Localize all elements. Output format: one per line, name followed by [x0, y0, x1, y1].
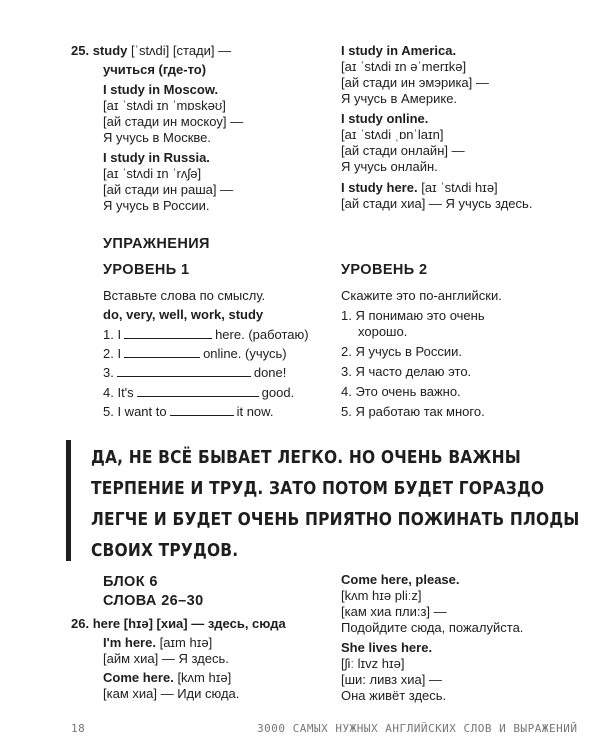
translation-item: хорошо. [358, 324, 408, 339]
exercise-item-2: 2. I online. (учусь) [103, 346, 287, 361]
example-ipa: [kʌm hɪə] [177, 670, 232, 685]
translation-item: 5. Я работаю так много. [341, 404, 485, 419]
level-1-title: УРОВЕНЬ 1 [103, 262, 190, 278]
example-translation: Подойдите сюда, пожалуйста. [341, 620, 524, 635]
example-cyrillic: [ши: ливз хиа] — [341, 672, 442, 687]
quote-line: СВОИХ ТРУДОВ. [91, 540, 239, 561]
example-cyrillic-translation: [кам хиа] — Иди сюда. [103, 686, 240, 701]
example-translation: Она живёт здесь. [341, 688, 447, 703]
example-phrase: I study online. [341, 111, 429, 126]
exercise-item-1: 1. I here. (работаю) [103, 327, 309, 342]
answer-blank [170, 404, 234, 416]
entry-25-header [71, 42, 231, 60]
translation-item: 1. Я понимаю это очень [341, 308, 485, 323]
block-subtitle: СЛОВА 26–30 [103, 593, 204, 609]
quote-line: ЛЕГЧЕ И БУДЕТ ОЧЕНЬ ПРИЯТНО ПОЖИНАТЬ ПЛОДЫ [91, 509, 580, 530]
example-cyrillic-translation: [айм хиа] — Я здесь. [103, 651, 229, 666]
quote-bar [66, 440, 71, 561]
exercise-item-4: 4. It's good. [103, 385, 295, 400]
example-ipa: [kʌm hɪə pliːz] [341, 588, 422, 603]
entry-26-header [71, 615, 286, 633]
example-ipa: [aɪm hɪə] [159, 635, 213, 650]
quote-line: ДА, НЕ ВСЁ БЫВАЕТ ЛЕГКО. НО ОЧЕНЬ ВАЖНЫ [91, 447, 521, 468]
entry-number: 26. [71, 616, 90, 631]
example-cyrillic: [кам хиа пли:з] — [341, 604, 447, 619]
example-phrase: I'm here. [103, 635, 156, 650]
entry-26-left [71, 615, 331, 715]
translation: учиться (где-то) [103, 62, 207, 77]
example-phrase: I study in Russia. [103, 150, 210, 165]
example-phrase: I study here. [341, 180, 418, 195]
level-1-words: do, very, well, work, study [103, 307, 264, 322]
exercise-item-3: 3. done! [103, 365, 287, 380]
block-title: БЛОК 6 [103, 574, 158, 590]
headword: study [92, 43, 128, 58]
answer-blank [137, 385, 259, 397]
answer-blank [124, 327, 212, 339]
exercise-item-5: 5. I want to it now. [103, 404, 274, 419]
example-cyrillic: [ай стади онлайн] — [341, 143, 465, 158]
example-cyrillic: [ай стади ин москоу] — [103, 114, 244, 129]
headword: here [92, 616, 121, 631]
entry-26-right [341, 571, 591, 711]
example-ipa: [aɪ ˈstʌdi hɪə] [421, 180, 498, 195]
level-2-instruction: Скажите это по-английски. [341, 288, 502, 303]
example-ipa: [aɪ ˈstʌdi ɪn ˈrʌʃə] [103, 166, 202, 181]
example-ipa: [aɪ ˈstʌdi ˌɒnˈlaɪn] [341, 127, 444, 142]
entry-25-left [71, 42, 331, 222]
level-2-title: УРОВЕНЬ 2 [341, 262, 428, 278]
translation-item: 3. Я часто делаю это. [341, 364, 472, 379]
entry-number: 25. [71, 43, 90, 58]
example-ipa: [aɪ ˈstʌdi ɪn əˈmerɪkə] [341, 59, 467, 74]
example-phrase: Come here. [103, 670, 174, 685]
translation-item: 4. Это очень важно. [341, 384, 461, 399]
level-1-instruction: Вставьте слова по смыслу. [103, 288, 266, 303]
quote-line: ТЕРПЕНИЕ И ТРУД. ЗАТО ПОТОМ БУДЕТ ГОРАЗДО [91, 478, 545, 499]
example-phrase: I study in Moscow. [103, 82, 219, 97]
translation-item: 2. Я учусь в России. [341, 344, 462, 359]
example-cyrillic: [ай стади ин эмэрика] — [341, 75, 489, 90]
page-number: 18 [71, 722, 86, 735]
level-2 [341, 262, 591, 422]
example-phrase: Come here, please. [341, 572, 460, 587]
example-phrase: I study in America. [341, 43, 457, 58]
example-translation: Я учусь в Москве. [103, 130, 212, 145]
example-translation: Я учусь в Америке. [341, 91, 458, 106]
entry-25-right [341, 42, 591, 222]
example-translation: Я учусь в России. [103, 198, 210, 213]
answer-blank [117, 365, 251, 377]
example-translation: Я учусь онлайн. [341, 159, 438, 174]
example-cyrillic-translation: [ай стади хиа] — Я учусь здесь. [341, 196, 533, 211]
answer-blank [124, 346, 200, 358]
example-ipa: [aɪ ˈstʌdi ɪn ˈmɒskəʊ] [103, 98, 226, 113]
transcription: [ˈstʌdi] [стади] — [131, 43, 232, 58]
example-phrase: She lives here. [341, 640, 433, 655]
exercises-title: УПРАЖНЕНИЯ [103, 236, 210, 252]
example-ipa: [ʃiː lɪvz hɪə] [341, 656, 405, 671]
book-title: 3000 САМЫХ НУЖНЫХ АНГЛИЙСКИХ СЛОВ И ВЫРАЖЕНИЙ [257, 722, 578, 735]
transcription: [hɪə] [хиа] — здесь, сюда [123, 616, 286, 631]
example-cyrillic: [ай стади ин раша] — [103, 182, 234, 197]
level-1 [103, 262, 333, 422]
